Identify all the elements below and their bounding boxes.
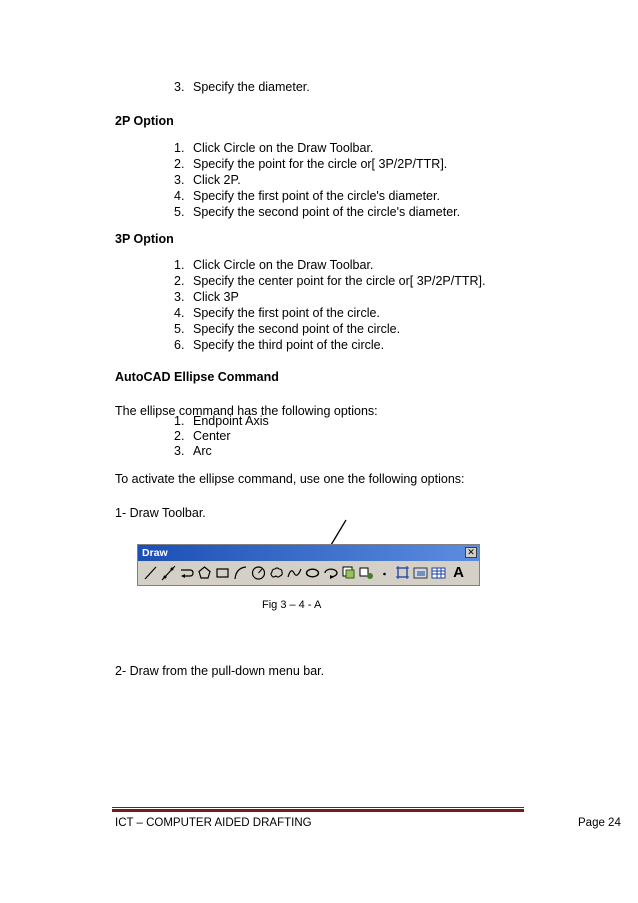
polyline-icon[interactable]	[178, 564, 195, 582]
list-number: 6.	[174, 338, 185, 352]
ellipse-intro: The ellipse command has the following options:	[115, 404, 378, 418]
list-number: 1.	[174, 141, 185, 155]
polygon-icon[interactable]	[196, 564, 213, 582]
list-number: 2.	[174, 157, 185, 171]
list-number: 3.	[174, 80, 185, 94]
footer-rule	[112, 807, 524, 808]
list-number: 4.	[174, 306, 185, 320]
point-icon[interactable]	[376, 564, 393, 582]
arc-icon[interactable]	[232, 564, 249, 582]
list-number: 3.	[174, 444, 185, 458]
list-text: Specify the second point of the circle.	[193, 322, 401, 336]
list-text: Specify the first point of the circle.	[193, 306, 380, 320]
heading-3p-option: 3P Option	[115, 232, 174, 246]
list-number: 4.	[174, 189, 185, 203]
close-icon[interactable]: ✕	[465, 547, 477, 558]
toolbar-title: Draw	[138, 545, 479, 561]
line-icon[interactable]	[142, 564, 159, 582]
footer-rule-thick	[112, 809, 524, 812]
list-text: Specify the third point of the circle.	[193, 338, 385, 352]
ellipse-arc-icon[interactable]	[322, 564, 339, 582]
list-text: Click 3P	[193, 290, 239, 304]
option-pull-down-menu: 2- Draw from the pull-down menu bar.	[115, 664, 325, 678]
list-number: 3.	[174, 290, 185, 304]
gradient-icon[interactable]	[412, 564, 429, 582]
insert-block-icon[interactable]	[340, 564, 357, 582]
list-number: 5.	[174, 322, 185, 336]
heading-2p-option: 2P Option	[115, 114, 174, 128]
heading-ellipse-command: AutoCAD Ellipse Command	[115, 370, 279, 384]
list-text: Endpoint Axis	[193, 414, 269, 428]
list-text: Arc	[193, 444, 212, 458]
list-text: Specify the diameter.	[193, 80, 310, 94]
table-icon[interactable]	[430, 564, 447, 582]
list-number: 5.	[174, 205, 185, 219]
revision-cloud-icon[interactable]	[268, 564, 285, 582]
list-text: Specify the point for the circle or[ 3P/2P/TTR].	[193, 157, 448, 171]
list-text: Click Circle on the Draw Toolbar.	[193, 141, 374, 155]
rectangle-icon[interactable]	[214, 564, 231, 582]
list-text: Click 2P.	[193, 173, 241, 187]
circle-icon[interactable]	[250, 564, 267, 582]
hatch-icon[interactable]	[394, 564, 411, 582]
multiline-text-icon[interactable]: A	[453, 564, 464, 581]
list-text: Center	[193, 429, 231, 443]
list-number: 2.	[174, 274, 185, 288]
list-number: 2.	[174, 429, 185, 443]
ellipse-icon[interactable]	[304, 564, 321, 582]
list-text: Specify the center point for the circle or[ 3P/2P/TTR].	[193, 274, 486, 288]
list-text: Specify the second point of the circle's diameter.	[193, 205, 461, 219]
make-block-icon[interactable]	[358, 564, 375, 582]
spline-icon[interactable]	[286, 564, 303, 582]
figure-caption: Fig 3 – 4 - A	[262, 599, 322, 611]
list-number: 1.	[174, 258, 185, 272]
footer-title: ICT – COMPUTER AIDED DRAFTING	[115, 817, 312, 829]
construction-line-icon[interactable]	[160, 564, 177, 582]
ellipse-activate-text: To activate the ellipse command, use one the following options:	[115, 472, 465, 486]
page-number: Page 24	[578, 817, 621, 829]
draw-toolbar	[137, 544, 480, 586]
list-number: 3.	[174, 173, 185, 187]
list-text: Specify the first point of the circle's diameter.	[193, 189, 440, 203]
option-draw-toolbar: 1- Draw Toolbar.	[115, 506, 206, 520]
list-number: 1.	[174, 414, 185, 428]
list-text: Click Circle on the Draw Toolbar.	[193, 258, 374, 272]
